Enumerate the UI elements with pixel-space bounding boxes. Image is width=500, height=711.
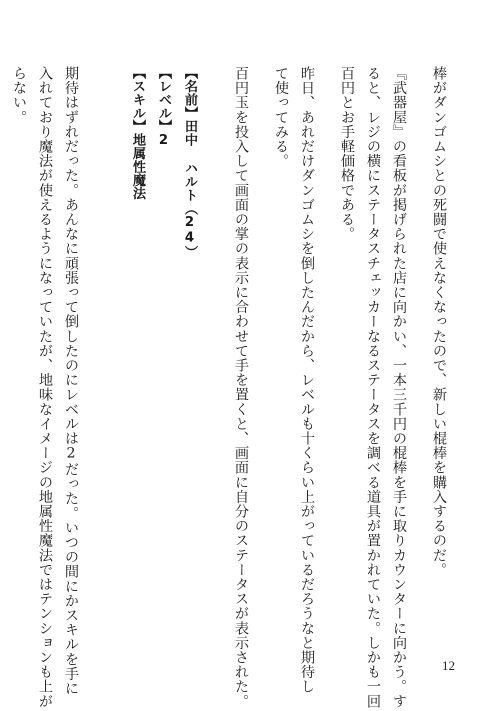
status-name-label: 【名前】 xyxy=(182,66,197,120)
status-skill-line xyxy=(124,66,150,636)
blank-line xyxy=(98,66,124,636)
page-number: 12 xyxy=(442,658,455,673)
text-line: ると、レジの横にステータスチェッカーなるステータスを調べる道具が置かれていた。しかも一回 xyxy=(365,66,381,709)
status-skill-value: 地属性魔法 xyxy=(130,133,145,200)
blank-line xyxy=(202,66,228,636)
text-line: 百円とお手軽価格である。 xyxy=(339,66,355,242)
text-line: 入れており魔法が使えるようになっていたが、地味なイメージの地属性魔法ではテンションも上が xyxy=(37,66,53,709)
status-name-line xyxy=(176,66,202,636)
status-level-line xyxy=(150,66,176,636)
text-line xyxy=(0,66,6,636)
text-line: 昨日、あれだけダンゴムシを倒したんだから、レベルも十くらい上がっているだろうなと期待し xyxy=(299,66,315,694)
status-level-label: 【レベル】 xyxy=(156,66,171,133)
text-line: て使ってみる。 xyxy=(273,66,289,169)
text-line: 『武器屋』の看板が掲げられた店に向かい、一本三千円の棍棒を手に取りカウンターに向かう。す xyxy=(391,66,407,709)
status-name-value: 田中 ハルト（24） xyxy=(182,119,197,260)
status-skill-label: 【スキル】 xyxy=(130,66,145,133)
text-line: 棒がダンゴムシとの死闘で使えなくなったので、新しい棍棒を購入するのだ。 xyxy=(431,66,447,577)
text-line: 期待はずれだった。あんなに頑張って倒したのにレベルは2だった。いつの間にかスキルを手に xyxy=(63,66,79,696)
text-line: 百円玉を投入して画面の掌の表示に合わせて手を置くと、画面に自分のステータスが表示された。 xyxy=(233,66,249,709)
text-line: らない。 xyxy=(11,66,27,125)
status-level-value: 2 xyxy=(156,133,171,149)
